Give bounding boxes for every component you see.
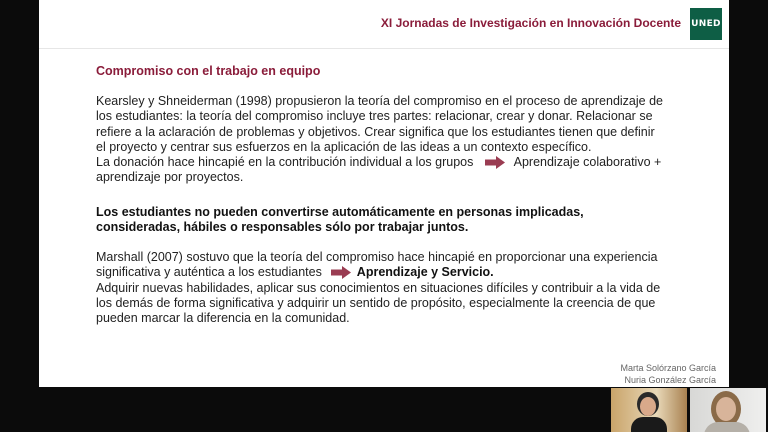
section-title: Compromiso con el trabajo en equipo (96, 64, 321, 78)
participant-body (704, 422, 750, 432)
donation-result-2: aprendizaje por proyectos. (96, 170, 244, 185)
p1-line: los estudiantes: la teoría del compromiso incluye tres partes: relacionar, crear y donar. Relacionar se (96, 109, 653, 124)
p2-line: consideradas, hábiles o responsables sólo por trabajar juntos. (96, 220, 469, 235)
participant-face (640, 397, 656, 416)
uned-logo: UNED (690, 8, 722, 40)
p3-line: los demás de forma significativa y adquirir un sentido de propósito, especialmente la creencia de que (96, 295, 656, 310)
paragraph-marshall (96, 250, 706, 326)
authors (620, 362, 716, 386)
conference-title: XI Jornadas de Investigación en Innovación Docente (380, 16, 681, 30)
service-learning-highlight: Aprendizaje y Servicio. (356, 265, 494, 280)
p3-line: pueden marcar la diferencia en la comunidad. (96, 311, 350, 326)
right-arrow-icon (331, 266, 351, 279)
donation-result: Aprendizaje colaborativo + (513, 155, 662, 170)
presentation-slide (39, 0, 729, 387)
participant-face (716, 397, 736, 421)
right-arrow-icon (485, 156, 505, 169)
paragraph-emphasis (96, 205, 706, 236)
p3-line: Marshall (2007) sostuvo que la teoría del compromiso hace hincapié en proporcionar una experiencia (96, 250, 658, 264)
participant-video-thumbnail[interactable] (690, 388, 766, 432)
header-divider (39, 48, 729, 49)
author-name: Nuria González García (624, 375, 716, 385)
p1-line: Kearsley y Shneiderman (1998) propusieron la teoría del compromiso en el proceso de aprendizaje de (96, 94, 663, 108)
author-name: Marta Solórzano García (620, 363, 716, 373)
p3-line: Adquirir nuevas habilidades, aplicar sus conocimientos en situaciones difíciles y contribuir a la vida de (96, 280, 661, 295)
participant-body (631, 417, 667, 432)
participant-video-thumbnail[interactable] (611, 388, 687, 432)
donation-text: La donación hace hincapié en la contribución individual a los grupos (96, 155, 474, 170)
p1-line: refiere a la aclaración de problemas y objetivos. Crear significa que los estudiantes tienen que definir (96, 124, 655, 139)
p1-line: el proyecto y centrar sus esfuerzos en la aplicación de las ideas a un contexto específico. (96, 139, 592, 154)
p2-line: Los estudiantes no pueden convertirse automáticamente en personas implicadas, (96, 205, 584, 219)
paragraph-kearsley (96, 94, 706, 186)
p3-line: significativa y auténtica a los estudiantes (96, 265, 322, 280)
